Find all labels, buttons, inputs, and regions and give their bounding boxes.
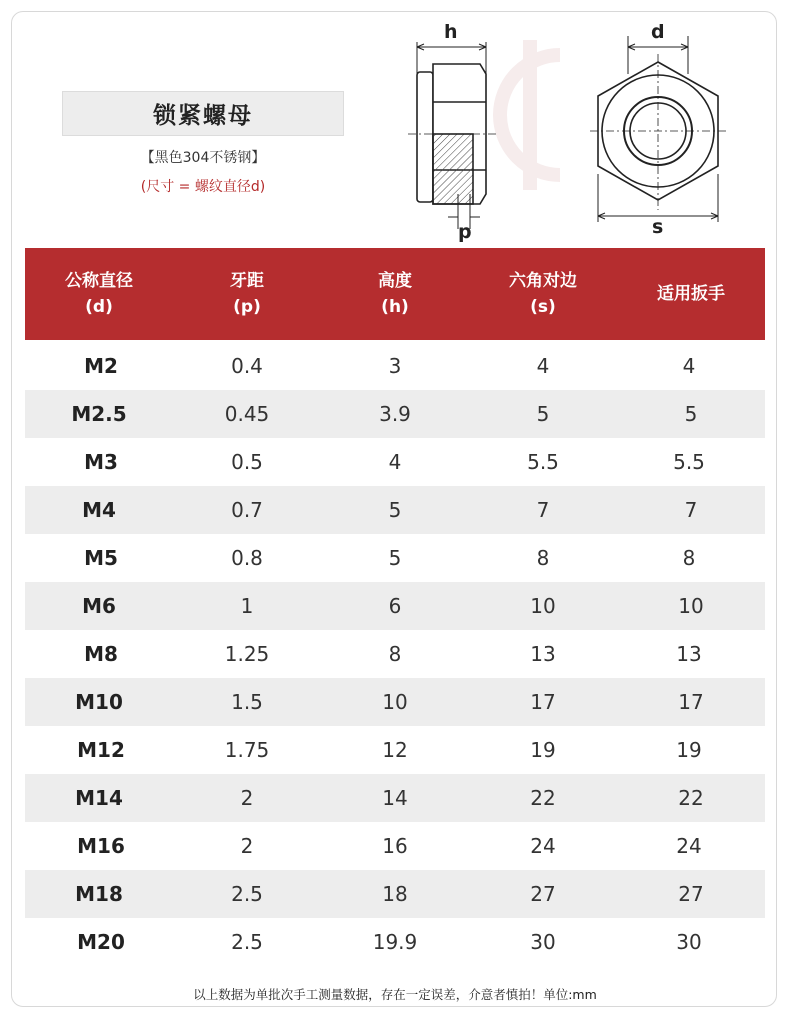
cell-pitch: 1.75	[173, 726, 321, 774]
cell-pitch: 1.5	[173, 678, 321, 726]
cell-diameter: M5	[25, 534, 173, 582]
h-label: h	[444, 21, 458, 43]
cell-height: 4	[321, 438, 469, 486]
cell-wrench: 17	[617, 678, 765, 726]
header-pitch: 牙距 (p)	[173, 248, 321, 340]
table-row	[25, 918, 765, 966]
cell-pitch: 2	[173, 822, 321, 870]
table-row	[25, 438, 765, 486]
cell-diameter: M18	[25, 870, 173, 918]
cell-pitch: 2.5	[173, 918, 321, 966]
table-row	[25, 582, 765, 630]
cell-height: 19.9	[321, 918, 469, 966]
header-height: 高度 (h)	[321, 248, 469, 340]
table-row	[25, 534, 765, 582]
cell-across-flats: 19	[469, 726, 617, 774]
size-note: (尺寸 = 螺纹直径d)	[140, 179, 266, 195]
cell-pitch: 0.5	[173, 438, 321, 486]
spec-table	[25, 248, 765, 966]
cell-pitch: 2	[173, 774, 321, 822]
cell-diameter: M16	[25, 822, 173, 870]
cell-pitch: 0.7	[173, 486, 321, 534]
p-label: p	[458, 221, 472, 243]
table-row	[25, 870, 765, 918]
table-row	[25, 486, 765, 534]
cell-diameter: M6	[25, 582, 173, 630]
cell-across-flats: 8	[469, 534, 617, 582]
table-row	[25, 822, 765, 870]
cell-diameter: M10	[25, 678, 173, 726]
table-header-row	[25, 248, 765, 340]
header-wrench: 适用扳手	[617, 248, 765, 340]
s-label: s	[652, 216, 664, 238]
header-diameter: 公称直径 (d)	[25, 248, 173, 340]
cell-across-flats: 27	[469, 870, 617, 918]
cell-across-flats: 7	[469, 486, 617, 534]
side-view	[408, 42, 496, 229]
cell-wrench: 4	[617, 342, 765, 390]
cell-height: 5	[321, 534, 469, 582]
table-row	[25, 390, 765, 438]
cell-pitch: 1	[173, 582, 321, 630]
footnote: 以上数据为单批次手工测量数据，存在一定误差，介意者慎拍！单位:mm	[193, 987, 597, 1002]
cell-pitch: 0.8	[173, 534, 321, 582]
cell-wrench: 5	[617, 390, 765, 438]
cell-height: 12	[321, 726, 469, 774]
cell-wrench: 30	[617, 918, 765, 966]
table-row	[25, 726, 765, 774]
cell-across-flats: 17	[469, 678, 617, 726]
table-row	[25, 774, 765, 822]
cell-height: 16	[321, 822, 469, 870]
cell-diameter: M8	[25, 630, 173, 678]
cell-across-flats: 24	[469, 822, 617, 870]
d-label: d	[651, 21, 665, 43]
cell-wrench: 10	[617, 582, 765, 630]
front-view	[590, 36, 726, 222]
material-note: 【黑色304不锈钢】	[140, 150, 266, 166]
cell-across-flats: 22	[469, 774, 617, 822]
cell-wrench: 7	[617, 486, 765, 534]
cell-wrench: 19	[617, 726, 765, 774]
cell-wrench: 27	[617, 870, 765, 918]
cell-pitch: 0.4	[173, 342, 321, 390]
cell-across-flats: 5.5	[469, 438, 617, 486]
cell-across-flats: 30	[469, 918, 617, 966]
table-row	[25, 342, 765, 390]
cell-wrench: 13	[617, 630, 765, 678]
cell-diameter: M3	[25, 438, 173, 486]
cell-height: 14	[321, 774, 469, 822]
product-title: 锁紧螺母	[62, 91, 344, 136]
cell-height: 6	[321, 582, 469, 630]
cell-pitch: 0.45	[173, 390, 321, 438]
table-row	[25, 678, 765, 726]
cell-diameter: M2.5	[25, 390, 173, 438]
cell-height: 3.9	[321, 390, 469, 438]
cell-height: 5	[321, 486, 469, 534]
cell-across-flats: 4	[469, 342, 617, 390]
cell-height: 18	[321, 870, 469, 918]
nut-diagram	[400, 14, 730, 244]
cell-wrench: 22	[617, 774, 765, 822]
table-row	[25, 630, 765, 678]
cell-wrench: 24	[617, 822, 765, 870]
cell-across-flats: 10	[469, 582, 617, 630]
cell-height: 10	[321, 678, 469, 726]
cell-diameter: M4	[25, 486, 173, 534]
cell-height: 8	[321, 630, 469, 678]
cell-pitch: 2.5	[173, 870, 321, 918]
header-across-flats: 六角对边 (s)	[469, 248, 617, 340]
cell-across-flats: 5	[469, 390, 617, 438]
cell-across-flats: 13	[469, 630, 617, 678]
cell-diameter: M20	[25, 918, 173, 966]
cell-pitch: 1.25	[173, 630, 321, 678]
cell-height: 3	[321, 342, 469, 390]
cell-wrench: 5.5	[617, 438, 765, 486]
cell-diameter: M12	[25, 726, 173, 774]
cell-diameter: M14	[25, 774, 173, 822]
cell-wrench: 8	[617, 534, 765, 582]
cell-diameter: M2	[25, 342, 173, 390]
